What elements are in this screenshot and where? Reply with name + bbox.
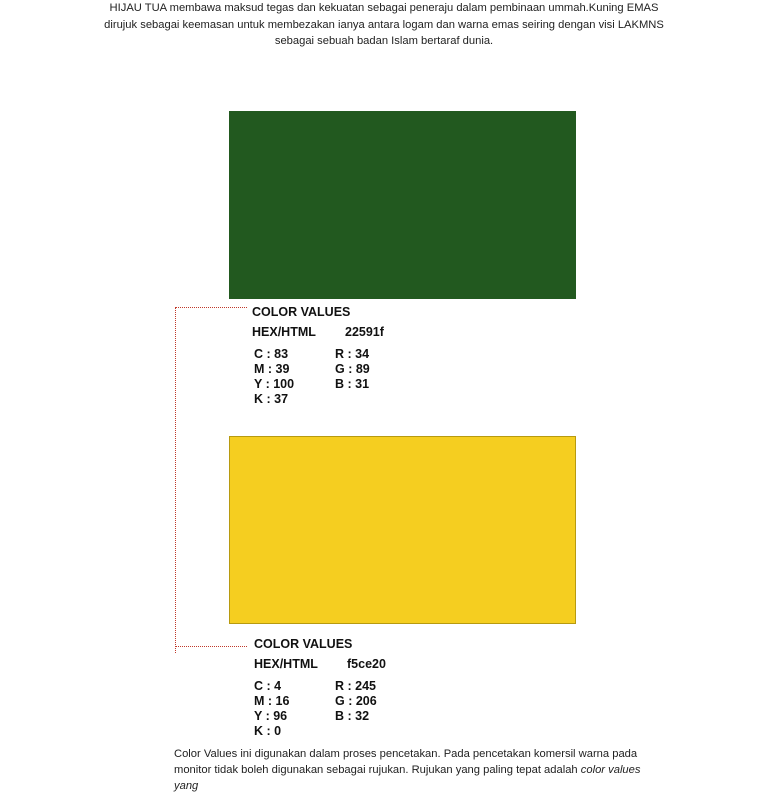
magenta-value: M : 16 <box>254 694 290 708</box>
color-values-title: COLOR VALUES <box>254 637 353 651</box>
hex-label: HEX/HTML <box>252 325 316 339</box>
rgb-values <box>335 347 370 392</box>
footer-line-2 <box>174 762 654 794</box>
cmyk-values <box>254 679 289 739</box>
red-value: R : 34 <box>335 347 370 361</box>
cyan-value: C : 4 <box>254 679 282 693</box>
dotted-pointer-green <box>175 307 247 308</box>
color-values-title: COLOR VALUES <box>252 305 351 319</box>
blue-value: B : 31 <box>335 377 370 391</box>
footer-line-1: Color Values ini digunakan dalam proses pencetakan. Pada pencetakan komersil warna pada <box>174 748 638 760</box>
footer-note <box>174 746 654 794</box>
hex-label: HEX/HTML <box>254 657 318 671</box>
dotted-pointer-yellow <box>175 646 247 647</box>
rgb-values <box>335 679 377 724</box>
footer-line-2-text: monitor tidak boleh digunakan sebagai rujukan. Rujukan yang paling tepat adalah <box>174 764 581 776</box>
red-value: R : 245 <box>335 679 376 693</box>
footer-line-2-emphasis: color values yang <box>174 764 641 792</box>
green-value: G : 89 <box>335 362 370 376</box>
dark-green-swatch <box>229 111 576 299</box>
hex-value: f5ce20 <box>347 657 386 671</box>
hex-value: 22591f <box>345 325 384 339</box>
blue-value: B : 32 <box>335 709 370 723</box>
yellow-value: Y : 96 <box>254 709 288 723</box>
key-value: K : 37 <box>254 392 289 406</box>
gold-yellow-swatch <box>229 436 576 624</box>
magenta-value: M : 39 <box>254 362 290 376</box>
yellow-value: Y : 100 <box>254 377 295 391</box>
cmyk-values <box>254 347 294 407</box>
cyan-value: C : 83 <box>254 347 289 361</box>
key-value: K : 0 <box>254 724 282 738</box>
intro-paragraph: HIJAU TUA membawa maksud tegas dan kekuatan sebagai peneraju dalam pembinaan ummah.Kuning EMAS dirujuk sebagai keemasan untuk membezakan ianya antara logam dan warna emas seiring dengan visi LAKMNS sebagai sebuah badan Islam bertaraf dunia. <box>104 2 664 47</box>
dotted-connector-line <box>175 307 176 653</box>
green-value: G : 206 <box>335 694 377 708</box>
